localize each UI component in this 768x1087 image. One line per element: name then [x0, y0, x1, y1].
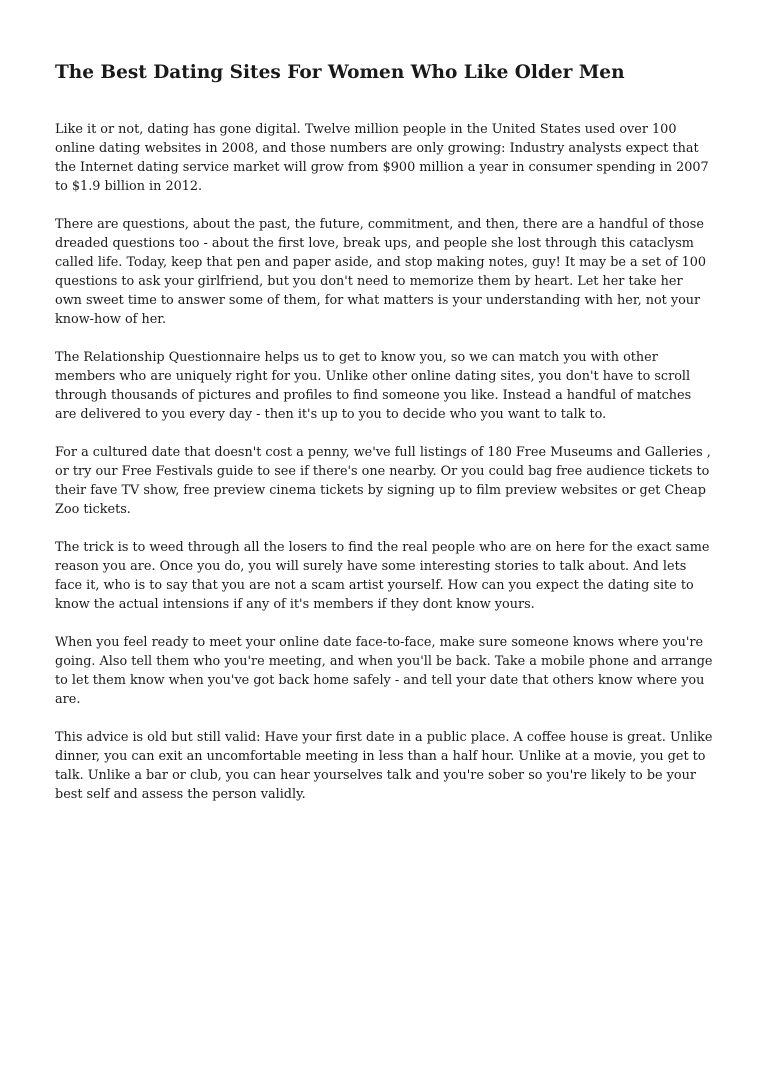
- paragraph-3: The Relationship Questionnaire helps us to get to know you, so we can match you with other members who are uniquely right for you. Unlike other online dating sites, you don't have to scroll through thousands of pictures and profiles to find someone you like. Instead a handful of matches are delivered to you every day - then it's up to you to decide who you want to talk to.: [55, 350, 692, 422]
- paragraph-2: There are questions, about the past, the future, commitment, and then, there are a handful of those dreaded questions too - about the first love, break ups, and people she lost through this cataclysm called life. Today, keep that pen and paper aside, and stop making notes, guy! It may be a set of 100 questions to ask your girlfriend, but you don't need to memorize them by heart. Let her take her own sweet time to answer some of them, for what matters is your understanding with her, not your know-how of her.: [55, 217, 707, 327]
- paragraph-6: When you feel ready to meet your online date face-to-face, make sure someone knows where you're going. Also tell them who you're meeting, and when you'll be back. Take a mobile phone and arrange to let them know when you've got back home safely - and tell your date that others know where you are.: [55, 635, 713, 707]
- paragraph-7: This advice is old but still valid: Have your first date in a public place. A coffee house is great. Unlike dinner, you can exit an uncomfortable meeting in less than a half hour. Unlike at a movie, you get to talk. Unlike a bar or club, you can hear yourselves talk and you're sober so you're likely to be your best self and assess the person validly.: [55, 730, 713, 802]
- document-page: [55, 60, 713, 823]
- paragraph-1: Like it or not, dating has gone digital. Twelve million people in the United States used over 100 online dating websites in 2008, and those numbers are only growing: Industry analysts expect that the Internet dating service market will grow from $900 million a year in consumer spending in 2007 to $1.9 billion in 2012.: [55, 122, 709, 194]
- paragraph-4: For a cultured date that doesn't cost a penny, we've full listings of 180 Free Museums and Galleries , or try our Free Festivals guide to see if there's one nearby. Or you could bag free audience tickets to their fave TV show, free preview cinema tickets by signing up to film preview websites or get Cheap Zoo tickets.: [55, 445, 711, 517]
- document-title: The Best Dating Sites For Women Who Like Older Men: [55, 62, 625, 83]
- paragraph-5: The trick is to weed through all the losers to find the real people who are on here for the exact same reason you are. Once you do, you will surely have some interesting stories to talk about. And lets face it, who is to say that you are not a scam artist yourself. How can you expect the dating site to know the actual intensions if any of it's members if they dont know yours.: [55, 540, 710, 612]
